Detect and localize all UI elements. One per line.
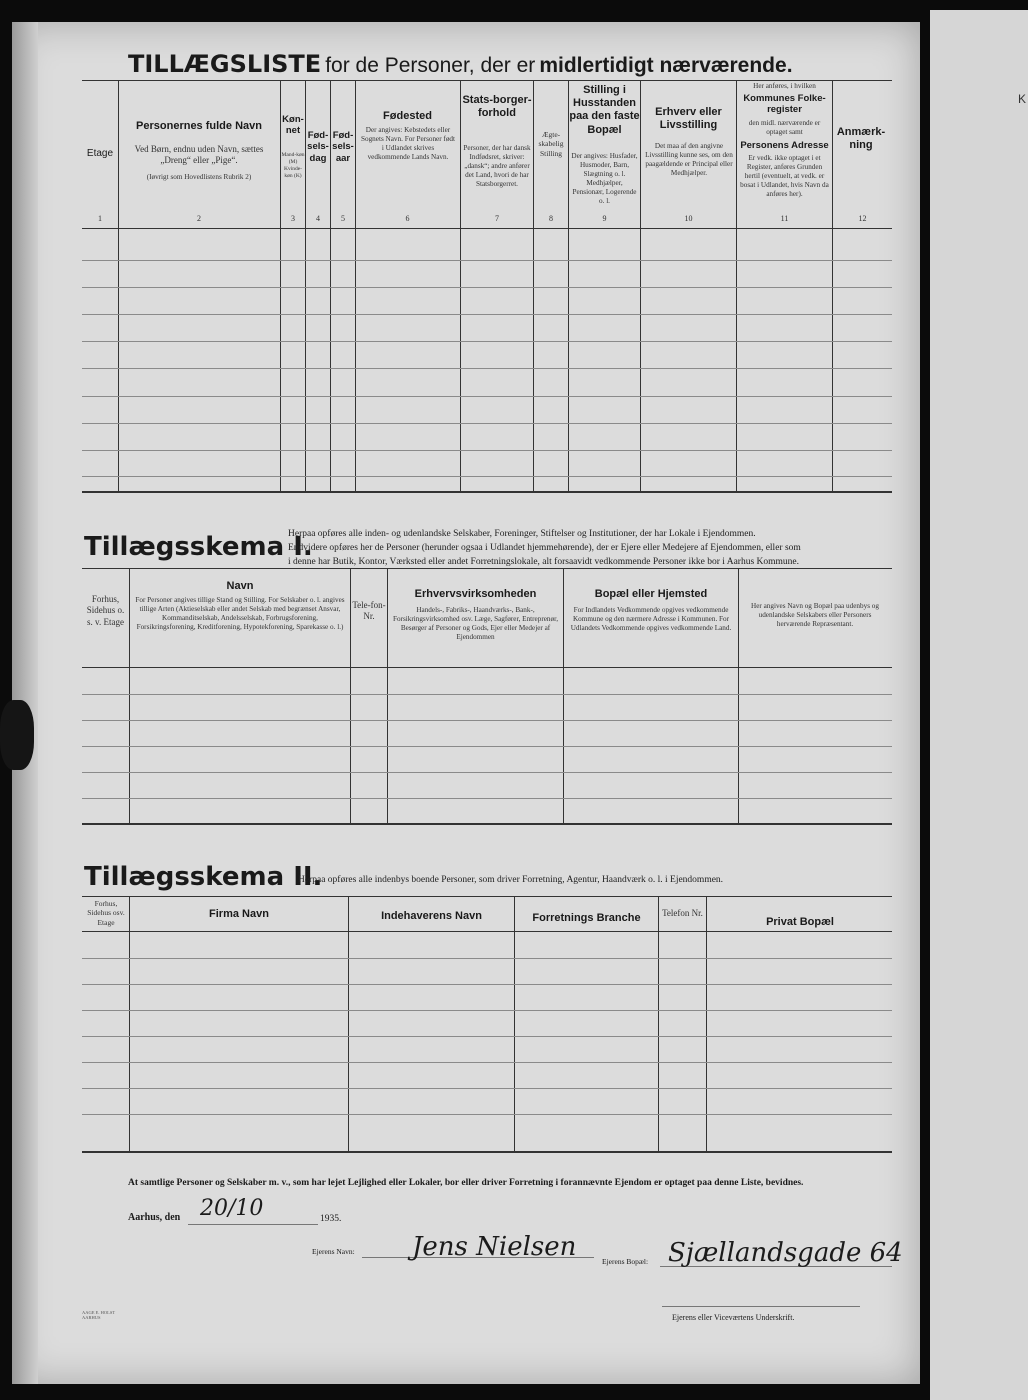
s1-intro-line: Herpaa opføres alle inden- og udenlandske Selskaber, Foreninger, Stiftelser og Institutioner, der har Lokale i Ejendommen. (288, 529, 756, 539)
footer-attestation: At samtlige Personer og Selskaber m. v., som har lejet Lejlighed eller Lokaler, bor eller driver Forretning i forannævnte Ejendom er optaget paa denne Liste, bevidnes. (128, 1178, 804, 1188)
t1-col-name: Personernes fulde Navn (136, 120, 262, 132)
t1-col-sex: Køn-net (282, 114, 304, 137)
s2-intro: Herpaa opføres alle indenbys boende Personer, som driver Forretning, Agentur, Haandværk o. l. i Ejendommen. (298, 875, 724, 885)
t1-colnum: 12 (858, 214, 867, 223)
footer-year: 1935. (320, 1214, 342, 1224)
main-title-bold: TILLÆGSLISTE (128, 50, 322, 78)
s2-title: Tillægsskema II. (84, 862, 323, 892)
s1-col-name-sub: For Personer angives tillige Stand og Stilling. For Selskaber o. l. angives tillige Arten (Aktieselskab eller andet Selskab med begrænset Ansvar, Kommanditselskab, Andelsselskab, Forbrugsforening, Forsikringsforening, Kreditforening, Hypotekforening, Sparekasse o. l.) (135, 596, 345, 631)
t1-col-etage: Etage (86, 148, 114, 159)
t1-col-marital: Ægte-skabelig Stilling (538, 130, 564, 158)
t1-col-occupation: Erhverv eller Livsstilling (655, 106, 722, 132)
t1-colnum: 8 (549, 214, 553, 223)
t1-colnum: 3 (291, 214, 295, 223)
t1-colnum: 5 (341, 214, 345, 223)
s2-col-branch: Forretnings Branche (532, 912, 641, 924)
t1-col-citizenship: Stats-borger-forhold (462, 94, 532, 120)
main-title (128, 50, 793, 78)
t1-col-household: Stilling i Husstanden paa den faste Bopæl (569, 84, 640, 136)
t1-col-citizenship-sub: Personer, der har dansk Indfødsret, skriver: „dansk“; andre anfører det Land, hvori de har Statsborgerret. (463, 144, 531, 188)
t1-col-register-sub: den midl. nærværende er optaget samt (748, 119, 821, 136)
s1-col-residence: Bopæl eller Hjemsted (594, 588, 708, 600)
s1-col-name: Navn (226, 580, 254, 592)
s1-intro-line: Endvidere opføres her de Personer (herunder ogsaa i Udlandet hjemmehørende), der er Ejere eller Medejere af Ejendommen, eller som (288, 542, 801, 553)
t1-col-name-sub: Ved Børn, endnu uden Navn, sættes „Dreng“ eller „Pige“. (134, 144, 264, 166)
s1-intro-line: i denne har Butik, Kontor, Værksted eller andet Forretningslokale, alt forsaavidt vedkommende Personer ikke bor i Aarhus Kommune. (288, 556, 800, 567)
owner-name-label: Ejerens Navn: (312, 1247, 355, 1256)
owner-address-handwritten: Sjællandsgade 64 (668, 1238, 903, 1268)
s2-col-private: Privat Bopæl (766, 916, 834, 928)
t1-colnum: 9 (602, 214, 607, 223)
t1-col-register-pre: Her anføres, i hvilken (753, 82, 816, 90)
s1-col-business: Erhvervsvirksomheden (414, 588, 537, 600)
t1-col-address: Personens Adresse (740, 140, 829, 151)
t1-col-birthplace-sub: Der angives: Kebstedets eller Sognets Navn. For Personer født i Udlandet skrives vedkommende Lands Navn. (360, 126, 456, 161)
s1-col-representative: Her angives Navn og Bopæl paa udenbys og udenlandske Selskabers eller Personers herværende Repræsentant. (751, 602, 879, 628)
facing-page-text: K (1018, 92, 1027, 106)
facing-page (930, 10, 1028, 1400)
t1-colnum: 4 (316, 214, 320, 223)
s1-col-business-sub: Handels-, Fabriks-, Haandværks-, Bank-, Forsikringsvirksomhed osv. Læge, Sagfører, Entreprenør, Besørger af Personer og Gods, Ejer eller Medejer af Ejendommen (392, 606, 559, 641)
t1-colnum: 11 (780, 214, 789, 223)
t1-col-birthday: Fød-sels-dag (307, 130, 329, 164)
printer-mark: AAGE E. HOLST AARHUS (82, 1310, 116, 1320)
t1-col-household-sub: Der angives: Husfader, Husmoder, Barn, Slægtning o. l. Medhjælper, Pensionær, Logerende o. l. (571, 152, 638, 205)
t1-col-register: Kommunes Folke-register (743, 93, 826, 116)
t1-col-birthplace: Fødested (383, 110, 432, 122)
t1-col-birthyear: Fød-sels-aar (332, 130, 354, 164)
s2-col-etage: Forhus, Sidehus osv. Etage (87, 899, 125, 927)
t1-col-remark: Anmærk-ning (836, 126, 886, 152)
t1-colnum: 6 (405, 214, 410, 223)
main-title-emphasis: midlertidigt nærværende. (539, 54, 793, 77)
s1-intro (288, 528, 898, 569)
s1-col-residence-sub: For Indlandets Vedkommende opgives vedkommende Kommune og den nærmere Adresse i Kommunen. For Udlandets Vedkommende opgives vedkommende Land. (570, 606, 732, 632)
s2-col-owner: Indehaverens Navn (381, 910, 482, 922)
s1-col-etage: Forhus, Sidehus o. s. v. Etage (86, 594, 125, 627)
t1-col-occupation-sub: Det maa af den angivne Livsstilling kunne ses, om den paagældende er Principal eller Medhjælper. (645, 142, 733, 177)
binding-shadow (0, 700, 34, 770)
owner-address-label: Ejerens Bopæl: (602, 1257, 649, 1266)
t1-colnum: 7 (495, 214, 499, 223)
t1-col-address-sub: Er vedk. ikke optaget i et Register, anføres Grunden hertil (eventuelt, at vedk. er bosat i Udlandet, hvis Navn da anføres her). (740, 154, 829, 198)
s2-col-phone: Telefon Nr. (662, 908, 703, 918)
main-title-rest: for de Personer, der er (325, 54, 536, 77)
signature-label: Ejerens eller Viceværtens Underskrift. (672, 1313, 795, 1322)
t1-col-name-sub2: (Iøvrigt som Hovedlistens Rubrik 2) (146, 173, 252, 181)
footer-city-label: Aarhus, den (128, 1212, 181, 1223)
t1-colnum: 2 (197, 214, 201, 223)
s2-col-firm: Firma Navn (209, 908, 269, 920)
t1-colnum: 10 (684, 214, 693, 223)
footer-date-handwritten: 20/10 (200, 1196, 264, 1221)
t1-col-sex-sub: Mand-køn (M) Kvinde-køn (K) (281, 152, 305, 179)
t1-colnum: 1 (98, 214, 102, 223)
owner-name-handwritten: Jens Nielsen (412, 1232, 577, 1262)
s1-col-phone: Tele-fon-Nr. (352, 600, 386, 622)
s1-title: Tillægsskema I. (84, 532, 313, 562)
